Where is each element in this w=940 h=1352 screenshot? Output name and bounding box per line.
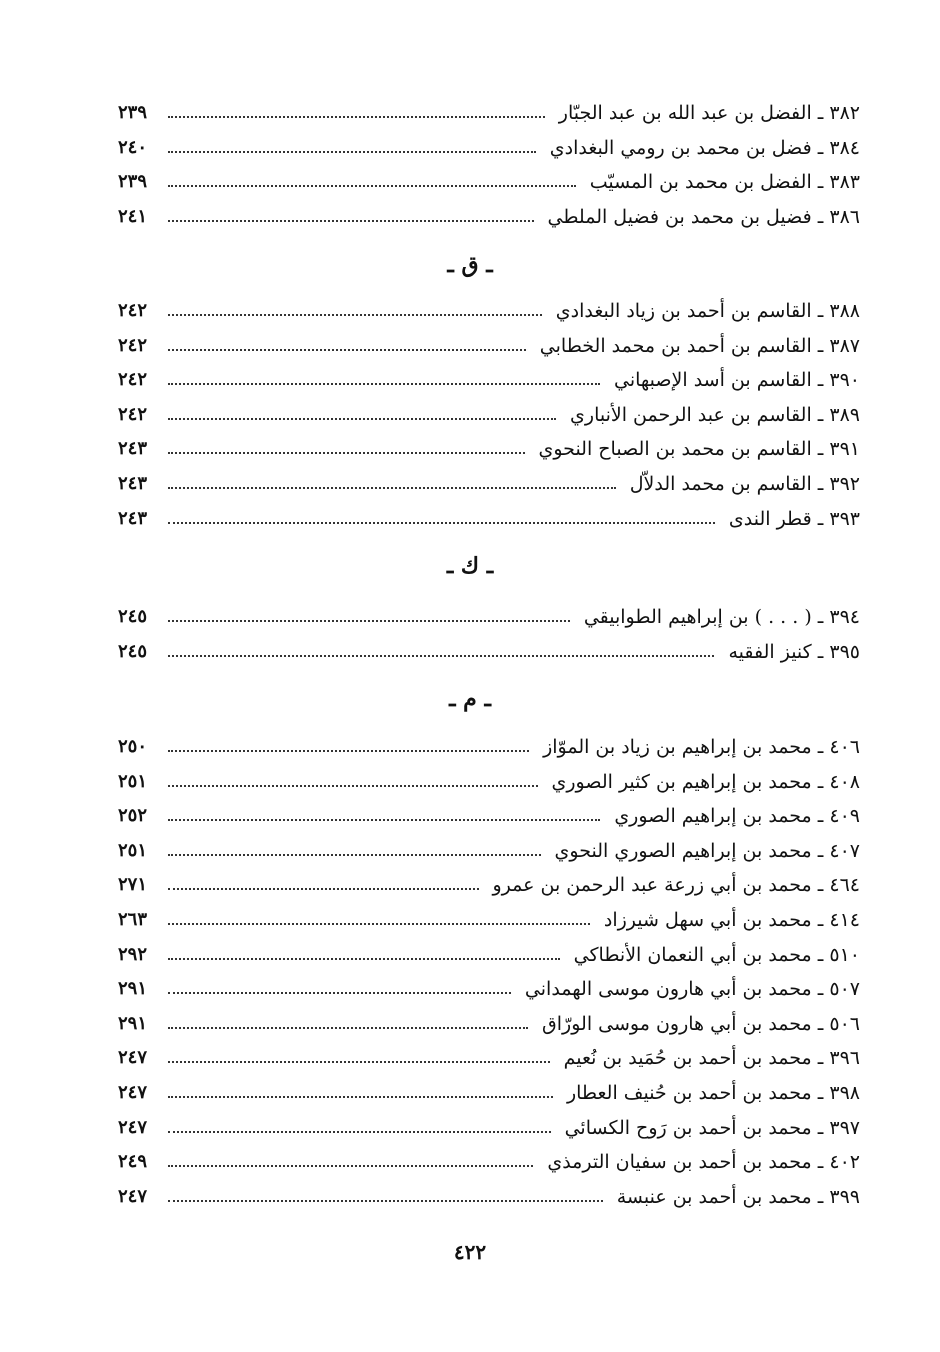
index-entry — [118, 1003, 860, 1037]
index-entry — [118, 196, 860, 230]
entry-page: ٢٤٢ — [118, 403, 148, 425]
dot-leader — [168, 349, 526, 351]
index-entry — [118, 1141, 860, 1175]
index-entry — [118, 1072, 860, 1106]
entry-name: ٤٠٧ ـ محمد بن إبراهيم الصوري النحوي — [554, 839, 860, 862]
index-entry — [118, 726, 860, 760]
dot-leader — [168, 819, 600, 821]
entry-page: ٢٣٩ — [118, 171, 148, 193]
section-heading: ـ م ـ — [449, 686, 491, 712]
entry-page: ٢٤٣ — [118, 507, 148, 529]
dot-leader — [168, 314, 542, 316]
section-heading: ـ ق ـ — [447, 252, 493, 278]
index-entry — [118, 359, 860, 393]
index-entry — [118, 968, 860, 1002]
entry-name: ٤٠٦ ـ محمد بن إبراهيم بن زياد بن الموّاز — [543, 736, 860, 758]
entry-name: ٤٦٤ ـ محمد بن أبي زرعة عبد الرحمن بن عمرو — [492, 874, 860, 897]
entry-name: ٤٠٢ ـ محمد بن أحمد بن سفيان الترمذي — [547, 1151, 860, 1174]
entry-name: ٣٩٥ ـ كنيز الفقيه — [728, 640, 860, 663]
section-heading: ـ ك ـ — [446, 553, 494, 579]
index-entry — [118, 290, 860, 324]
entry-name: ٤١٤ ـ محمد بن أبي سهل شيرزاد — [603, 909, 860, 931]
entry-name: ٤٠٩ ـ محمد بن إبراهيم الصوري — [614, 805, 860, 828]
entry-name: ٣٩٠ ـ القاسم بن أسد الإصبهاني — [614, 369, 860, 392]
entry-page: ٢٥١ — [118, 839, 148, 861]
index-entry — [118, 899, 860, 933]
entry-page: ٢٤٧ — [118, 1116, 148, 1138]
entry-page: ٢٤٣ — [118, 473, 148, 494]
dot-leader — [168, 151, 536, 153]
entry-name: ٤٠٨ ـ محمد بن إبراهيم بن كثير الصوري — [551, 770, 860, 793]
index-entry — [118, 596, 860, 630]
index-entry — [118, 1176, 860, 1210]
index-entry — [118, 830, 860, 864]
entry-page: ٢٩١ — [118, 1012, 148, 1034]
dot-leader — [168, 655, 714, 657]
entry-name: ٣٨٧ ـ القاسم بن أحمد بن محمد الخطابي — [539, 334, 860, 357]
dot-leader — [168, 487, 616, 489]
entry-name: ٣٨٢ ـ الفضل بن عبد الله بن عبد الجبّار — [558, 102, 860, 124]
entry-page: ٢٤٩ — [118, 1151, 148, 1173]
index-entry — [118, 463, 860, 497]
dot-leader — [168, 220, 534, 222]
entry-page: ٢٤٥ — [118, 606, 148, 627]
entry-page: ٢٤٧ — [118, 1047, 148, 1069]
entry-page: ٢٧١ — [118, 874, 148, 896]
index-entry — [118, 1107, 860, 1141]
index-entry — [118, 394, 860, 428]
entry-page: ٢٥٠ — [118, 736, 148, 757]
entry-name: ٥٠٧ ـ محمد بن أبي هارون موسى الهمداني — [524, 978, 860, 1001]
entry-name: ٣٩٣ ـ قطر الندى — [728, 507, 860, 530]
dot-leader — [168, 785, 538, 787]
entry-page: ٢٦٣ — [118, 909, 148, 930]
index-entry — [118, 161, 860, 195]
dot-leader — [168, 1165, 533, 1167]
entry-page: ٢٤٥ — [118, 640, 148, 662]
index-entry — [118, 864, 860, 898]
entry-name: ٥١٠ ـ محمد بن أبي النعمان الأنطاكي — [573, 943, 860, 966]
dot-leader — [168, 116, 545, 118]
entry-page: ٢٤٧ — [118, 1082, 148, 1103]
entry-page: ٢٩٢ — [118, 943, 148, 965]
dot-leader — [168, 418, 556, 420]
index-entry — [118, 428, 860, 462]
dot-leader — [168, 383, 600, 385]
dot-leader — [168, 185, 576, 187]
entry-name: ٣٨٤ ـ فضل بن محمد بن رومي البغدادي — [549, 136, 860, 159]
index-entry — [118, 1037, 860, 1071]
entry-page: ٢٤٠ — [118, 136, 148, 158]
dot-leader — [168, 1027, 528, 1029]
entry-name: ٣٩٤ ـ ( . . . ) بن إبراهيم الطوابيقي — [583, 606, 860, 628]
entry-name: ٥٠٦ ـ محمد بن أبي هارون موسى الورّاق — [542, 1012, 860, 1035]
index-entry — [118, 631, 860, 665]
dot-leader — [168, 750, 529, 752]
index-entry — [118, 92, 860, 126]
dot-leader — [168, 1131, 551, 1133]
index-entry — [118, 325, 860, 359]
entry-name: ٣٩٢ ـ القاسم بن محمد الدلاّل — [629, 473, 860, 495]
index-entry — [118, 498, 860, 532]
entry-name: ٣٩١ ـ القاسم بن محمد بن الصباح النحوي — [538, 438, 860, 461]
dot-leader — [168, 1061, 550, 1063]
entry-page: ٢٤١ — [118, 205, 148, 227]
page-number: ٤٢٢ — [453, 1240, 487, 1264]
entry-name: ٣٩٨ ـ محمد بن أحمد بن حُنيف العطار — [566, 1082, 860, 1104]
entry-page: ٢٤٣ — [118, 438, 148, 460]
dot-leader — [168, 888, 479, 890]
dot-leader — [168, 854, 541, 856]
entry-name: ٣٨٨ ـ القاسم بن أحمد بن زياد البغدادي — [555, 300, 860, 322]
dot-leader — [168, 992, 511, 994]
entry-name: ٣٩٧ ـ محمد بن أحمد بن رَوح الكسائي — [564, 1116, 860, 1139]
entry-page: ٢٣٩ — [118, 102, 148, 123]
entry-page: ٢٤٢ — [118, 300, 148, 321]
index-entry — [118, 761, 860, 795]
dot-leader — [168, 1096, 553, 1098]
entry-name: ٣٨٩ ـ القاسم بن عبد الرحمن الأنباري — [570, 403, 860, 426]
entry-name: ٣٩٦ ـ محمد بن أحمد بن حُمَيد بن نُعيم — [563, 1047, 860, 1070]
entry-page: ٢٤٢ — [118, 334, 148, 356]
entry-page: ٢٤٧ — [118, 1185, 148, 1207]
entry-page: ٢٥١ — [118, 770, 148, 792]
entry-name: ٣٨٦ ـ فضيل بن محمد بن فضيل الملطي — [547, 205, 860, 228]
dot-leader — [168, 522, 715, 524]
index-entry — [118, 934, 860, 968]
index-entry — [118, 127, 860, 161]
dot-leader — [168, 958, 560, 960]
entry-page: ٢٩١ — [118, 978, 148, 1000]
dot-leader — [168, 1200, 603, 1202]
entry-name: ٣٨٣ ـ الفضل بن محمد بن المسيّب — [589, 171, 860, 194]
dot-leader — [168, 452, 525, 454]
dot-leader — [168, 620, 570, 622]
entry-page: ٢٤٢ — [118, 369, 148, 391]
index-entry — [118, 795, 860, 829]
entry-page: ٢٥٢ — [118, 805, 148, 827]
entry-name: ٣٩٩ ـ محمد بن أحمد بن عنبسة — [616, 1185, 860, 1208]
dot-leader — [168, 923, 590, 925]
